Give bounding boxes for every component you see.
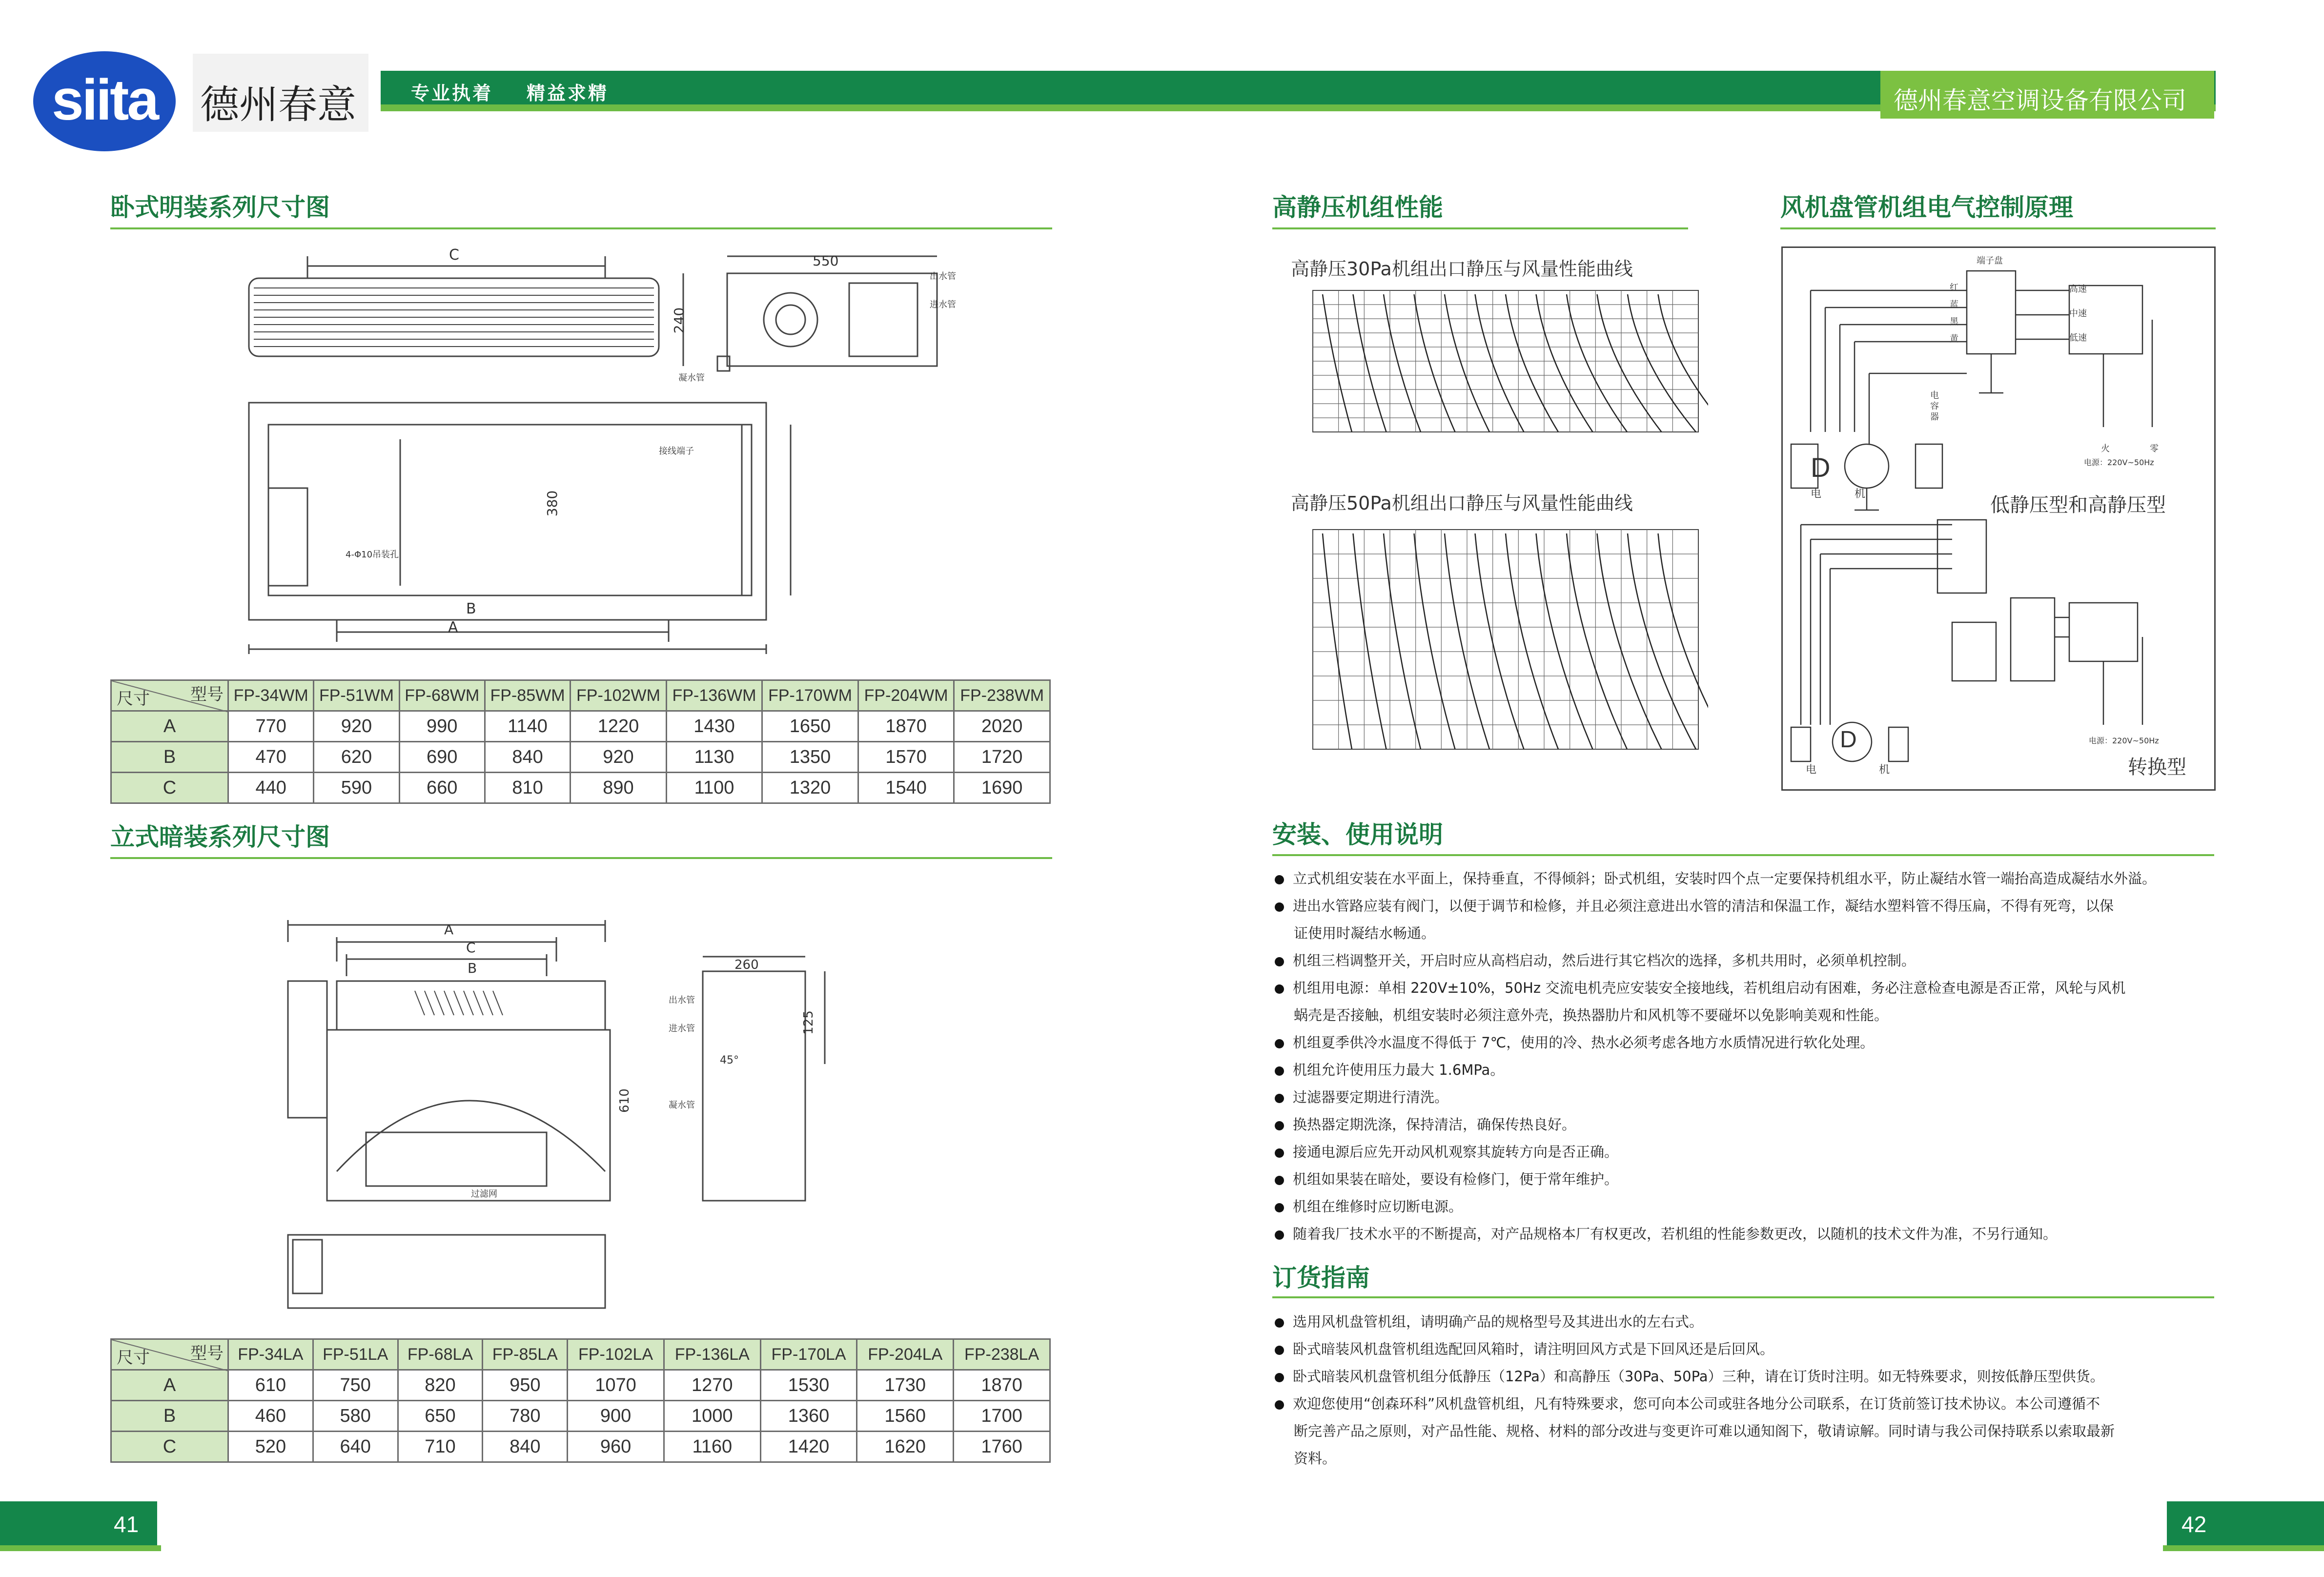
label-mid-speed: 中速 <box>2069 308 2087 319</box>
electrical-wiring-diagram <box>1781 246 2216 791</box>
page-number-left: 41 <box>114 1512 139 1537</box>
list-item: 立式机组安装在水平面上，保持垂直，不得倾斜；卧式机组，安装时四个点一定要保持机组水平，防止凝结水管一端抬高造成凝结水外溢。 <box>1275 865 2214 892</box>
slogan: 专业执着 精益求精 <box>411 82 609 104</box>
order-list <box>1275 1308 2214 1472</box>
section-title-order: 订货指南 <box>1272 1264 1370 1292</box>
section-divider <box>1272 227 1688 229</box>
list-item: 机组夏季供冷水温度不得低于 7℃，使用的冷、热水必须考虑各地方水质情况进行软化处理。 <box>1275 1029 2214 1056</box>
list-item: 随着我厂技术水平的不断提高，对产品规格本厂有权更改，若机组的性能参数更改，以随机的技术文件为准，不另行通知。 <box>1275 1220 2214 1248</box>
performance-curve <box>1658 294 1709 432</box>
table-corner: 型号 尺寸 <box>111 1339 228 1370</box>
list-item: 机组允许使用压力最大 1.6MPa。 <box>1275 1056 2214 1084</box>
performance-curve <box>1414 294 1455 432</box>
table-header-cell: FP-68WM <box>399 680 485 711</box>
label-mount-holes: 4-Φ10吊装孔 <box>346 550 399 560</box>
company-name: 德州春意空调设备有限公司 <box>1894 86 2186 115</box>
performance-curve <box>1384 533 1421 749</box>
performance-curve <box>1597 533 1662 749</box>
dim-label-380: 380 <box>544 490 561 517</box>
table-header-cell: FP-34WM <box>228 680 314 711</box>
label-power-supply: 电源：220V~50Hz <box>2084 458 2154 467</box>
horizontal-unit-drawing <box>234 234 996 654</box>
label-elec: 电 <box>1811 488 1822 500</box>
label-outlet-pipe: 出水管 <box>669 995 695 1005</box>
table-header-cell: FP-85WM <box>485 680 570 711</box>
list-item: 选用风机盘管机组，请明确产品的规格型号及其进出水的左右式。 <box>1275 1308 2214 1335</box>
performance-curve <box>1323 294 1352 432</box>
performance-chart-30pa <box>1293 286 1708 447</box>
list-item: 进出水管路应装有阀门，以便于调节和检修，并且必须注意进出水管的清洁和保温工作，凝结水塑料管不得压扁，不得有死弯，以保 <box>1275 892 2214 920</box>
table-header-cell: FP-85LA <box>483 1339 568 1370</box>
label-wire-yellow: 黄 <box>1950 334 1958 344</box>
table-row: C 520 640 710 840 960 1160 1420 1620 1760 <box>111 1432 1050 1462</box>
label-inlet-pipe: 进水管 <box>669 1024 695 1034</box>
table-row: A 610 750 820 950 1070 1270 1530 1730 1870 <box>111 1370 1050 1401</box>
section-divider <box>110 227 1052 229</box>
dim-label-240: 240 <box>671 307 688 334</box>
performance-curve <box>1658 533 1709 749</box>
section-divider <box>1272 1296 2214 1298</box>
dim-label-c2: C <box>466 940 476 956</box>
table-header-cell: FP-102WM <box>571 680 667 711</box>
label-terminal: 接线端子 <box>659 446 694 456</box>
label-neutral: 零 <box>2150 444 2159 454</box>
list-item: 接通电源后应先开动风机观察其旋转方向是否正确。 <box>1275 1138 2214 1166</box>
section-title-install: 安装、使用说明 <box>1272 820 1443 849</box>
dim-label-b1: B <box>466 600 476 617</box>
label-wire-red: 红 <box>1950 283 1958 293</box>
label-outlet-pipe: 出水管 <box>930 271 956 282</box>
dim-label-550: 550 <box>813 253 839 269</box>
page-number-right: 42 <box>2181 1512 2207 1537</box>
dim-label-a1: A <box>448 619 458 636</box>
chart-title-30pa: 高静压30Pa机组出口静压与风量性能曲线 <box>1291 258 1633 280</box>
table-header-cell: FP-204LA <box>857 1339 954 1370</box>
label-inlet-pipe: 进水管 <box>930 300 956 310</box>
label-elec: 电 <box>1806 764 1817 776</box>
table-corner: 型号 尺寸 <box>111 680 228 711</box>
list-item: 过滤器要定期进行清洗。 <box>1275 1084 2214 1111</box>
performance-curve <box>1384 294 1421 432</box>
section-divider <box>1272 854 2214 856</box>
siita-logo: siita <box>33 51 176 151</box>
dim-label-c1: C <box>449 246 459 264</box>
list-item-continuation: 蜗壳是否接触，机组安装时必须注意外壳，换热器肋片和风机等不要碰坏以免影响美观和性能。 <box>1294 1007 1889 1024</box>
label-machine: 机 <box>1879 764 1890 776</box>
section-divider <box>1780 227 2216 229</box>
label-drain-pipe: 凝水管 <box>669 1100 695 1110</box>
list-item: 机组在维修时应切断电源。 <box>1275 1193 2214 1220</box>
list-item: 卧式暗装风机盘管机组选配回风箱时，请注明回风方式是下回风还是后回风。 <box>1275 1335 2214 1363</box>
brand-name: 德州春意 <box>200 82 356 127</box>
performance-curve <box>1323 533 1352 749</box>
performance-curve <box>1353 294 1386 432</box>
performance-curve <box>1475 294 1524 432</box>
table-header-cell: FP-170WM <box>762 680 858 711</box>
list-item-continuation: 资料。 <box>1294 1450 1337 1467</box>
list-item: 欢迎您使用“创森环科”风机盘管机组，凡有特殊要求，您可向本公司或驻各地分公司联系，在订货前签订技术协议。本公司遵循不 <box>1275 1390 2214 1417</box>
label-capacitor: 电容器 <box>1930 390 1939 422</box>
section-divider <box>110 857 1052 859</box>
performance-curve <box>1414 533 1455 749</box>
table-row: A 770 920 990 1140 1220 1430 1650 1870 2020 <box>111 711 1050 742</box>
performance-curve <box>1536 294 1593 432</box>
vertical-unit-drawing <box>283 918 849 1332</box>
vertical-dimension-table <box>110 1338 1051 1463</box>
label-filter: 过滤网 <box>471 1189 497 1199</box>
performance-chart-50pa <box>1293 525 1708 764</box>
table-header-cell: FP-170LA <box>760 1339 857 1370</box>
table-header-cell: FP-68LA <box>398 1339 483 1370</box>
dim-label-610: 610 <box>617 1088 632 1113</box>
list-item: 机组用电源：单相 220V±10%，50Hz 交流电机壳应安装安全接地线，若机组启动有困难，务必注意检查电源是否正常，风轮与风机 <box>1275 974 2214 1002</box>
section-title-electrical: 风机盘管机组电气控制原理 <box>1780 193 2073 222</box>
motor-symbol: D <box>1811 452 1831 483</box>
dim-label-45: 45° <box>720 1054 739 1066</box>
footer-bar-right-accent <box>2163 1545 2324 1551</box>
list-item-continuation: 证使用时凝结水畅通。 <box>1294 925 1436 942</box>
list-item-continuation: 断完善产品之原则，对产品性能、规格、材料的部分改进与变更许可难以通知阁下，敬请谅解。同时请与我公司保持联系以索取最新 <box>1294 1423 2115 1439</box>
table-header-cell: FP-136LA <box>664 1339 760 1370</box>
section-title-horizontal: 卧式明装系列尺寸图 <box>110 193 330 222</box>
performance-curve <box>1597 294 1662 432</box>
chart-title-50pa: 高静压50Pa机组出口静压与风量性能曲线 <box>1291 492 1633 514</box>
list-item: 机组如果装在暗处，要设有检修门，便于常年维护。 <box>1275 1166 2214 1193</box>
list-item: 换热器定期洗涤，保持清洁，确保传热良好。 <box>1275 1111 2214 1138</box>
footer-bar-left-accent <box>0 1545 161 1551</box>
table-row: B 470 620 690 840 920 1130 1350 1570 1720 <box>111 742 1050 773</box>
label-wire-black: 黑 <box>1950 317 1958 327</box>
table-row: C 440 590 660 810 890 1100 1320 1540 1690 <box>111 773 1050 803</box>
label-high-speed: 高速 <box>2069 284 2087 294</box>
dim-label-125: 125 <box>801 1010 816 1035</box>
table-row: B 460 580 650 780 900 1000 1360 1560 1700 <box>111 1401 1050 1432</box>
label-power-supply: 电源：220V~50Hz <box>2089 736 2159 745</box>
diagram-caption-switching: 转换型 <box>2128 756 2186 778</box>
list-item: 卧式暗装风机盘管机组分低静压（12Pa）和高静压（30Pa、50Pa）三种，请在订货时注明。如无特殊要求，则按低静压型供货。 <box>1275 1363 2214 1390</box>
performance-curve <box>1475 533 1524 749</box>
label-wire-blue: 蓝 <box>1950 300 1958 310</box>
table-header-cell: FP-136WM <box>666 680 762 711</box>
label-terminal-block: 端子盘 <box>1977 256 2003 266</box>
diagram-caption-standard: 低静压型和高静压型 <box>1990 494 2166 516</box>
list-item: 机组三档调整开关，开启时应从高档启动，然后进行其它档次的选择，多机共用时，必须单机控制。 <box>1275 947 2214 974</box>
performance-curve <box>1536 533 1593 749</box>
table-header-cell: FP-102LA <box>568 1339 664 1370</box>
dim-label-a2: A <box>444 922 454 938</box>
label-live: 火 <box>2101 444 2110 454</box>
dim-label-b2: B <box>468 960 477 976</box>
section-title-performance: 高静压机组性能 <box>1272 193 1443 222</box>
label-drain-pipe: 凝水管 <box>678 373 705 383</box>
section-title-vertical: 立式暗装系列尺寸图 <box>110 823 330 851</box>
table-header-cell: FP-34LA <box>228 1339 313 1370</box>
table-header-cell: FP-51LA <box>313 1339 398 1370</box>
dim-label-260: 260 <box>734 958 759 972</box>
motor-symbol: D <box>1840 727 1857 753</box>
chart-frame <box>1313 530 1698 749</box>
table-header-cell: FP-204WM <box>858 680 954 711</box>
horizontal-dimension-table <box>110 679 1051 804</box>
performance-curve <box>1353 533 1386 749</box>
install-list <box>1275 865 2214 1248</box>
label-low-speed: 低速 <box>2069 333 2087 343</box>
label-machine: 机 <box>1855 488 1866 500</box>
table-header-cell: FP-238LA <box>954 1339 1050 1370</box>
table-header-cell: FP-51WM <box>314 680 399 711</box>
table-header-cell: FP-238WM <box>954 680 1050 711</box>
